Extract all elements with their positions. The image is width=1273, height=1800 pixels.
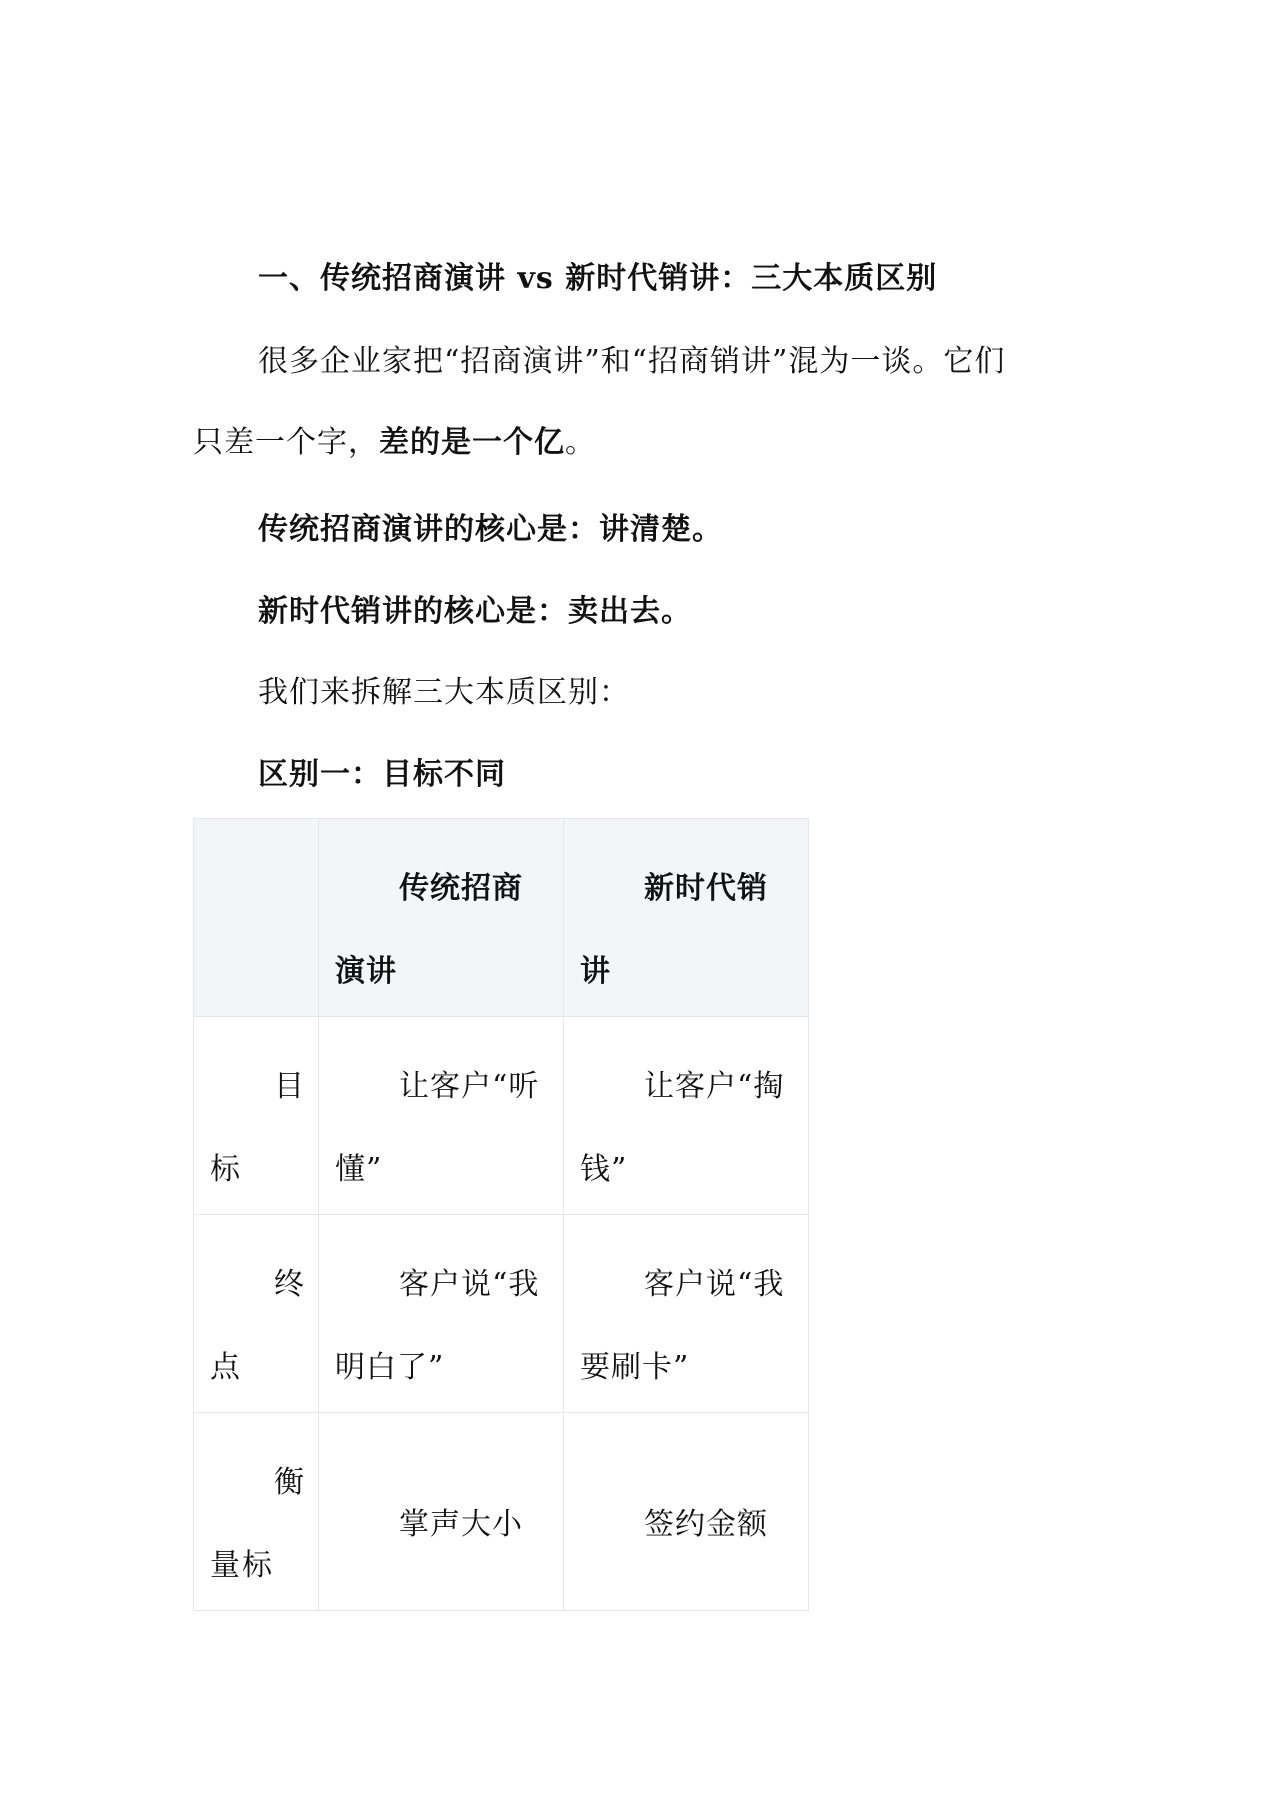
paragraph-line-1: 很多企业家把“招商演讲”和“招商销讲”混为一谈。它们 xyxy=(258,344,1006,379)
table-cell-label: 衡量标 xyxy=(194,1413,319,1611)
paragraph-text: 只差一个字， xyxy=(193,425,379,460)
table-header-cell xyxy=(319,819,564,1017)
paragraph-line-2 xyxy=(193,423,596,463)
core-new-statement: 新时代销讲的核心是：卖出去。 xyxy=(258,594,692,629)
intro-statement: 我们来拆解三大本质区别： xyxy=(258,675,630,710)
table-row xyxy=(194,1215,809,1413)
table-cell: 让客户“掏钱” xyxy=(564,1017,809,1215)
header-traditional: 传统招商演讲 xyxy=(335,871,523,989)
difference-one-title: 区别一：目标不同 xyxy=(258,757,506,792)
table-cell: 客户说“我明白了” xyxy=(319,1215,564,1413)
table-header-cell-empty xyxy=(194,819,319,1017)
table-row xyxy=(194,1413,809,1611)
emphasis-text: 差的是一个亿 xyxy=(379,425,565,460)
table-header-cell xyxy=(564,819,809,1017)
table-header-row xyxy=(194,819,809,1017)
table-row xyxy=(194,1017,809,1215)
paragraph-period: 。 xyxy=(565,425,596,460)
core-traditional-statement: 传统招商演讲的核心是：讲清楚。 xyxy=(258,512,723,547)
table-cell: 掌声大小 xyxy=(319,1413,564,1611)
table-cell-label: 终点 xyxy=(194,1215,319,1413)
table-cell-label: 目标 xyxy=(194,1017,319,1215)
table-cell: 签约金额 xyxy=(564,1413,809,1611)
comparison-table xyxy=(193,818,809,1611)
header-new: 新时代销讲 xyxy=(580,871,768,989)
table-cell: 让客户“听懂” xyxy=(319,1017,564,1215)
table-cell: 客户说“我要刷卡” xyxy=(564,1215,809,1413)
section-heading: 一、传统招商演讲 vs 新时代销讲：三大本质区别 xyxy=(258,261,938,296)
